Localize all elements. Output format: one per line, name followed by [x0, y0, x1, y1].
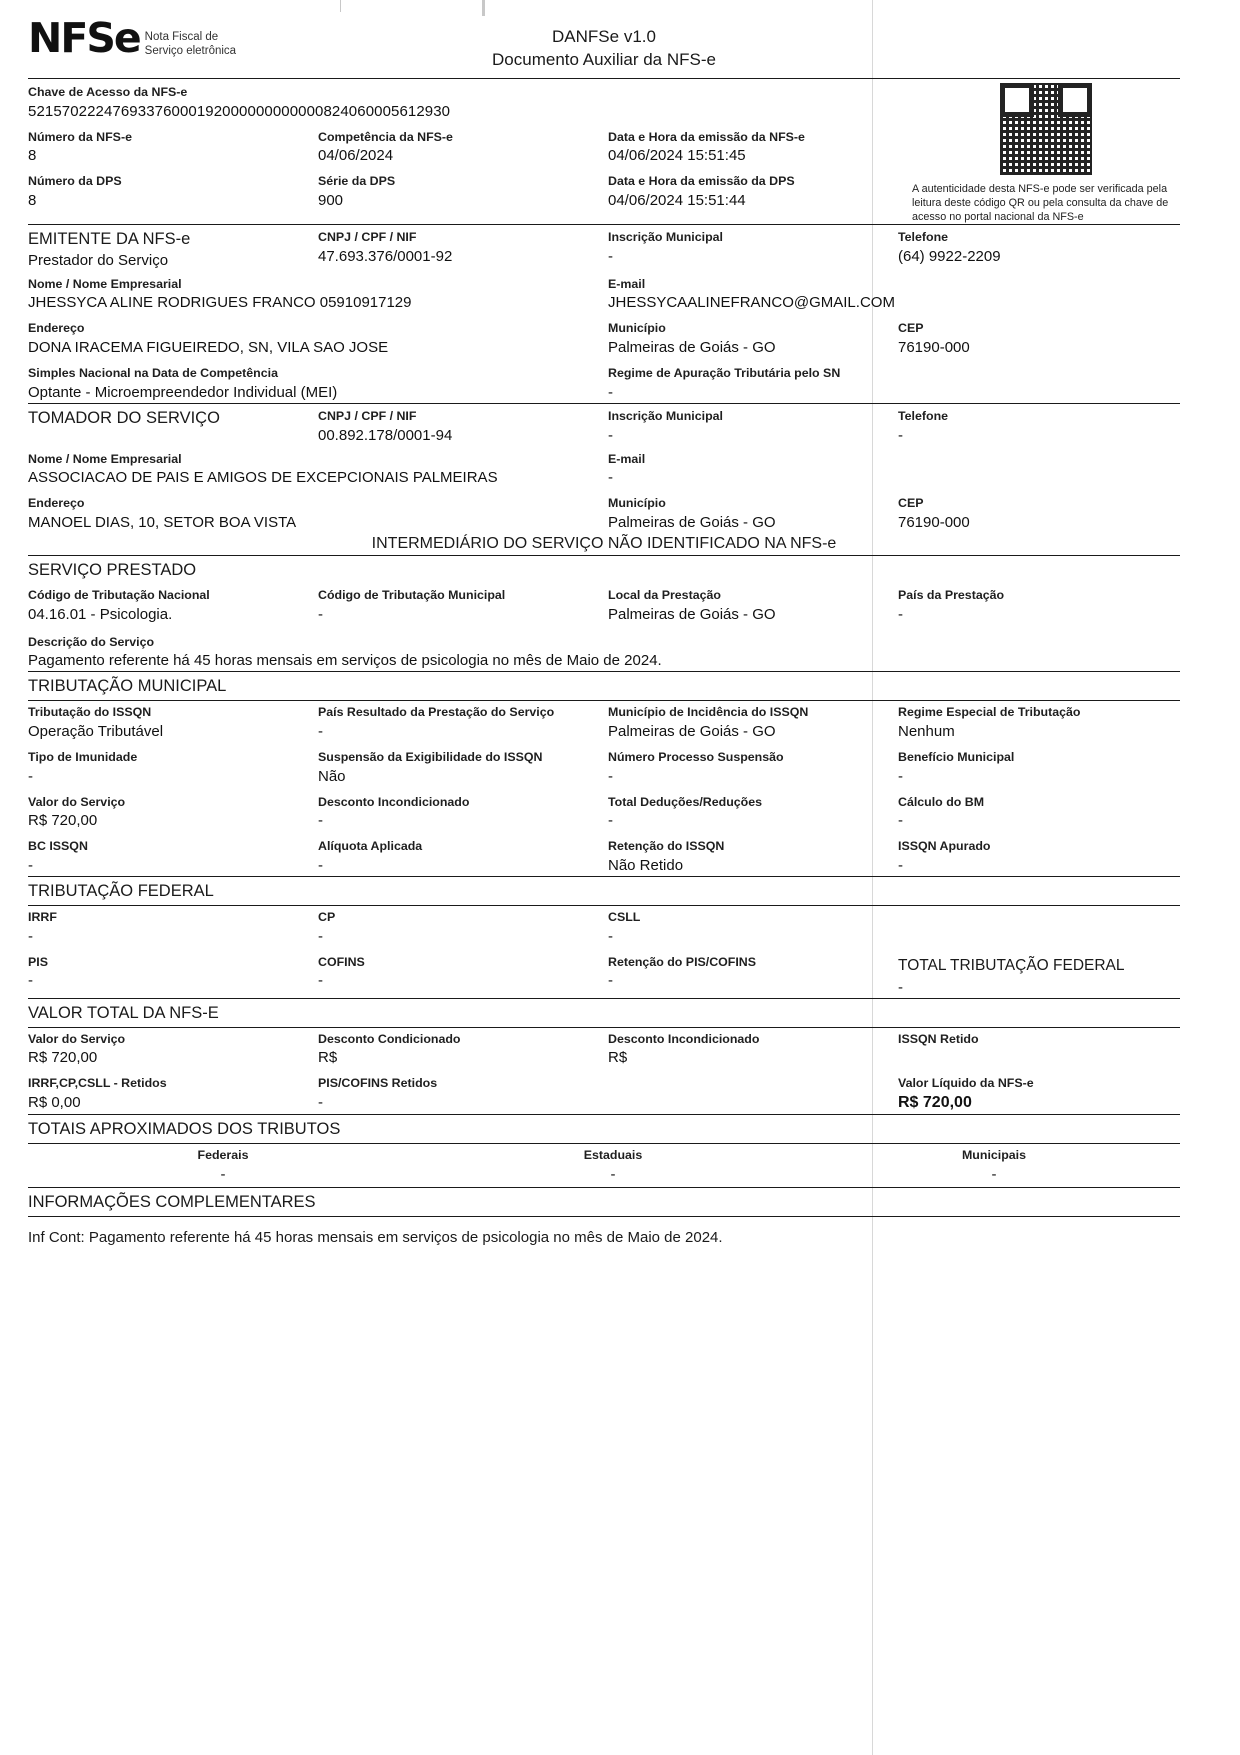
retencao-issqn-label: Retenção do ISSQN: [608, 839, 725, 854]
regime-especial-value: Nenhum: [898, 722, 955, 740]
field-tomador-telefone: [898, 404, 1180, 446]
competencia-label: Competência da NFS-e: [318, 129, 453, 144]
field-beneficio-municipal: [898, 749, 1180, 787]
tributacao-federal-title: TRIBUTAÇÃO FEDERAL: [28, 882, 214, 901]
cp-value: -: [318, 927, 323, 945]
field-aliquota-aplicada: [318, 838, 608, 876]
emitente-endereco-label: Endereço: [28, 321, 85, 336]
field-regime-especial: [898, 704, 1180, 742]
field-valor-liquido: [898, 1075, 1180, 1114]
desconto-incondicionado-mun-value: -: [318, 812, 323, 830]
tomador-header-row: [28, 404, 1180, 446]
tributos-federais-label: Federais: [197, 1148, 249, 1163]
totais-tributos-section: [28, 1115, 1180, 1186]
codigo-municipal-label: Código de Tributação Municipal: [318, 587, 506, 602]
emitente-municipio-label: Município: [608, 321, 666, 336]
informacoes-complementares-text: Inf Cont: Pagamento referente há 45 horas mensais em serviços de psicologia no mês de Maio de 2024.: [28, 1228, 723, 1246]
servico-codigos-row: [28, 587, 1180, 632]
field-emitente-nome: [28, 276, 608, 314]
emissao-dps-label: Data e Hora da emissão da DPS: [608, 174, 795, 189]
tomador-email-label: E-mail: [608, 451, 646, 466]
descricao-servico-label: Descrição do Serviço: [28, 634, 155, 649]
field-emitente-endereco: [28, 320, 608, 358]
irrf-cp-csll-retidos-label: IRRF,CP,CSLL - Retidos: [28, 1076, 167, 1091]
trib-mun-row-3: [28, 794, 1180, 839]
access-key-value: 52157022247693376000192000000000000824060005612930: [28, 102, 451, 120]
cofins-value: -: [318, 972, 323, 990]
field-tomador-cep: [898, 495, 1180, 533]
desconto-condicionado-value: R$: [318, 1049, 338, 1067]
tomador-section: [28, 404, 1180, 533]
field-tomador-endereco: [28, 495, 608, 533]
field-emitente-telefone: [898, 225, 1180, 271]
servico-prestado-section: [28, 556, 1180, 671]
pis-label: PIS: [28, 954, 48, 969]
pais-resultado-value: -: [318, 722, 323, 740]
field-emissao-dps: [608, 173, 898, 211]
tributos-municipais-value: -: [991, 1165, 997, 1183]
field-issqn-apurado: [898, 838, 1180, 876]
field-cofins: [318, 954, 608, 998]
document-header: [28, 14, 1180, 78]
top-info-left: [28, 79, 894, 224]
nfse-logo-text: NFSe: [28, 14, 140, 62]
emissao-nfse-label: Data e Hora da emissão da NFS-e: [608, 129, 805, 144]
pis-cofins-retidos-label: PIS/COFINS Retidos: [318, 1076, 438, 1091]
tomador-endereco-row: [28, 495, 1180, 533]
nfse-number-row: [28, 129, 894, 174]
emitente-endereco-row: [28, 320, 1180, 365]
servico-section-title: SERVIÇO PRESTADO: [28, 561, 197, 580]
csll-label: CSLL: [608, 909, 641, 924]
field-pais-prestacao: [898, 587, 1180, 625]
field-total-tributacao-federal: [898, 954, 1180, 998]
totais-tributos-title: TOTAIS APROXIMADOS DOS TRIBUTOS: [28, 1120, 341, 1139]
field-issqn-retido: [898, 1031, 1180, 1069]
emissao-nfse-value: 04/06/2024 15:51:45: [608, 147, 746, 165]
field-tributos-federais: [28, 1147, 418, 1185]
field-tomador-nome: [28, 451, 608, 489]
dps-number-value: 8: [28, 192, 37, 210]
emitente-simples-label: Simples Nacional na Data de Competência: [28, 366, 278, 381]
field-tributacao-issqn: [28, 704, 318, 742]
valor-total-section: [28, 999, 1180, 1115]
document-body: [28, 14, 1180, 1246]
field-codigo-nacional: [28, 587, 318, 625]
trib-fed-row-2: [28, 954, 1180, 998]
dps-number-row: [28, 173, 894, 211]
codigo-municipal-value: -: [318, 605, 323, 623]
field-emitente-im: [608, 225, 898, 271]
field-calculo-bm: [898, 794, 1180, 832]
access-key-label: Chave de Acesso da NFS-e: [28, 84, 188, 99]
field-valor-servico-total: [28, 1031, 318, 1069]
field-emitente-email: [608, 276, 1180, 314]
tributacao-federal-section: [28, 877, 1180, 998]
tipo-imunidade-value: -: [28, 767, 33, 785]
emitente-regime-label: Regime de Apuração Tributária pelo SN: [608, 366, 841, 381]
desconto-incondicionado-total-value: R$: [608, 1049, 628, 1067]
retencao-issqn-value: Não Retido: [608, 857, 684, 875]
tomador-endereco-label: Endereço: [28, 496, 85, 511]
issqn-retido-label: ISSQN Retido: [898, 1031, 979, 1046]
informacoes-complementares-section: [28, 1188, 1180, 1246]
emitente-im-label: Inscrição Municipal: [608, 229, 723, 244]
field-nfse-number: [28, 129, 318, 167]
emitente-title-block: [28, 225, 318, 271]
tomador-email-value: -: [608, 469, 613, 487]
field-total-deducoes: [608, 794, 898, 832]
field-descricao-servico: [28, 632, 1180, 672]
calculo-bm-value: -: [898, 812, 903, 830]
tributacao-issqn-value: Operação Tributável: [28, 722, 164, 740]
csll-value: -: [608, 927, 613, 945]
issqn-apurado-label: ISSQN Apurado: [898, 839, 991, 854]
field-municipio-incidencia: [608, 704, 898, 742]
irrf-label: IRRF: [28, 909, 57, 924]
nfse-number-value: 8: [28, 147, 37, 165]
trib-mun-row-4: [28, 838, 1180, 876]
calculo-bm-label: Cálculo do BM: [898, 794, 985, 809]
field-tomador-municipio: [608, 495, 898, 533]
valor-total-row-2: [28, 1075, 1180, 1114]
pais-resultado-label: País Resultado da Prestação do Serviço: [318, 705, 555, 720]
field-tributos-municipais: [808, 1147, 1180, 1185]
field-emitente-cnpj: [318, 225, 608, 271]
field-pais-resultado: [318, 704, 608, 742]
tomador-endereco-value: MANOEL DIAS, 10, SETOR BOA VISTA: [28, 514, 297, 532]
field-federal-spacer: [898, 909, 1180, 947]
qr-code-note: A autenticidade desta NFS-e pode ser verificada pela leitura deste código QR ou pela consulta da chave de acesso no portal nacional da NFS-e: [912, 182, 1169, 223]
valor-liquido-label: Valor Líquido da NFS-e: [898, 1076, 1034, 1091]
emitente-simples-value: Optante - Microempreendedor Individual (MEI): [28, 383, 338, 401]
tomador-nome-row: [28, 451, 1180, 496]
suspensao-exigibilidade-label: Suspensão da Exigibilidade do ISSQN: [318, 749, 543, 764]
emitente-im-value: -: [608, 247, 613, 265]
pis-cofins-retidos-value: -: [318, 1093, 323, 1111]
issqn-apurado-value: -: [898, 857, 903, 875]
desconto-incondicionado-mun-label: Desconto Incondicionado: [318, 794, 470, 809]
processo-suspensao-value: -: [608, 767, 613, 785]
valor-servico-mun-label: Valor do Serviço: [28, 794, 126, 809]
qr-code-icon: [1000, 83, 1092, 175]
tomador-title-block: [28, 404, 318, 446]
field-retencao-issqn: [608, 838, 898, 876]
tomador-nome-value: ASSOCIACAO DE PAIS E AMIGOS DE EXCEPCIONAIS PALMEIRAS: [28, 469, 498, 487]
tomador-telefone-label: Telefone: [898, 408, 949, 423]
tomador-municipio-value: Palmeiras de Goiás - GO: [608, 514, 776, 532]
emitente-telefone-label: Telefone: [898, 229, 949, 244]
emitente-municipio-value: Palmeiras de Goiás - GO: [608, 339, 776, 357]
tipo-imunidade-label: Tipo de Imunidade: [28, 749, 138, 764]
total-deducoes-value: -: [608, 812, 613, 830]
field-desconto-incondicionado-total: [608, 1031, 898, 1069]
tomador-im-label: Inscrição Municipal: [608, 408, 723, 423]
scan-artifact-tick: [482, 0, 485, 16]
intermediario-banner: INTERMEDIÁRIO DO SERVIÇO NÃO IDENTIFICADO NA NFS-e: [371, 535, 837, 553]
field-tributos-estaduais: [418, 1147, 808, 1185]
emitente-email-label: E-mail: [608, 276, 646, 291]
tomador-cnpj-label: CNPJ / CPF / NIF: [318, 408, 417, 423]
field-emitente-simples: [28, 365, 608, 403]
informacoes-complementares-title: INFORMAÇÕES COMPLEMENTARES: [28, 1192, 316, 1211]
aliquota-aplicada-label: Alíquota Aplicada: [318, 839, 423, 854]
retencao-pis-cofins-label: Retenção do PIS/COFINS: [608, 954, 757, 969]
tomador-municipio-label: Município: [608, 496, 666, 511]
emitente-cep-label: CEP: [898, 321, 924, 336]
field-tomador-im: [608, 404, 898, 446]
tributos-federais-value: -: [220, 1165, 226, 1183]
bc-issqn-value: -: [28, 857, 33, 875]
tributacao-municipal-section: [28, 672, 1180, 876]
document-title: [278, 18, 930, 72]
beneficio-municipal-value: -: [898, 767, 903, 785]
field-cp: [318, 909, 608, 947]
field-tipo-imunidade: [28, 749, 318, 787]
local-prestacao-label: Local da Prestação: [608, 587, 721, 602]
emitente-cnpj-value: 47.693.376/0001-92: [318, 247, 453, 265]
valor-servico-mun-value: R$ 720,00: [28, 812, 98, 830]
field-tomador-email: [608, 451, 1180, 489]
field-emitente-regime: [608, 365, 1180, 403]
field-valor-servico-mun: [28, 794, 318, 832]
nfse-number-label: Número da NFS-e: [28, 129, 132, 144]
field-suspensao-exigibilidade: [318, 749, 608, 787]
emitente-telefone-value: (64) 9922-2209: [898, 247, 1001, 265]
regime-especial-label: Regime Especial de Tributação: [898, 705, 1081, 720]
emissao-dps-value: 04/06/2024 15:51:44: [608, 192, 746, 210]
total-tributacao-federal-value: -: [898, 978, 903, 996]
emitente-cnpj-label: CNPJ / CPF / NIF: [318, 229, 417, 244]
field-processo-suspensao: [608, 749, 898, 787]
field-codigo-municipal: [318, 587, 608, 625]
total-tributacao-federal-label: TOTAL TRIBUTAÇÃO FEDERAL: [898, 956, 1125, 974]
municipio-incidencia-value: Palmeiras de Goiás - GO: [608, 722, 776, 740]
pais-prestacao-value: -: [898, 605, 903, 623]
emitente-section: [28, 225, 1180, 403]
emitente-section-title: EMITENTE DA NFS-e: [28, 229, 191, 248]
field-pis-cofins-retidos: [318, 1075, 608, 1114]
field-desconto-condicionado: [318, 1031, 608, 1069]
cp-label: CP: [318, 909, 336, 924]
field-emitente-municipio: [608, 320, 898, 358]
scan-artifact-tick: [340, 0, 341, 12]
valor-total-spacer: [608, 1075, 898, 1114]
totais-tributos-row: [28, 1144, 1180, 1187]
tributacao-municipal-title: TRIBUTAÇÃO MUNICIPAL: [28, 677, 227, 696]
field-emissao-nfse: [608, 129, 898, 167]
cofins-label: COFINS: [318, 954, 365, 969]
bc-issqn-label: BC ISSQN: [28, 839, 88, 854]
field-irrf: [28, 909, 318, 947]
field-emitente-cep: [898, 320, 1180, 358]
tomador-nome-label: Nome / Nome Empresarial: [28, 451, 182, 466]
field-csll: [608, 909, 898, 947]
field-bc-issqn: [28, 838, 318, 876]
emitente-regime-value: -: [608, 383, 613, 401]
nfse-logo-subtitle: [145, 30, 236, 59]
logo-sub-line2: Serviço eletrônica: [144, 45, 237, 58]
field-local-prestacao: [608, 587, 898, 625]
field-irrf-cp-csll-retidos: [28, 1075, 318, 1114]
valor-liquido-value: R$ 720,00: [898, 1093, 972, 1111]
aliquota-aplicada-value: -: [318, 857, 323, 875]
field-pis: [28, 954, 318, 998]
tomador-section-title: TOMADOR DO SERVIÇO: [28, 408, 220, 427]
tributacao-issqn-label: Tributação do ISSQN: [28, 705, 152, 720]
suspensao-exigibilidade-value: Não: [318, 767, 346, 785]
tributos-municipais-label: Municipais: [961, 1148, 1027, 1163]
irrf-cp-csll-retidos-value: R$ 0,00: [28, 1093, 81, 1111]
total-deducoes-label: Total Deduções/Reduções: [608, 794, 762, 809]
dps-number-label: Número da DPS: [28, 174, 122, 189]
field-retencao-pis-cofins: [608, 954, 898, 998]
valor-servico-total-label: Valor do Serviço: [28, 1031, 126, 1046]
field-competencia: [318, 129, 608, 167]
logo-sub-line1: Nota Fiscal de: [144, 31, 219, 43]
beneficio-municipal-label: Benefício Municipal: [898, 749, 1015, 764]
trib-mun-row-1: [28, 704, 1180, 749]
pis-value: -: [28, 972, 33, 990]
top-info-section: [28, 79, 1180, 224]
local-prestacao-value: Palmeiras de Goiás - GO: [608, 605, 776, 623]
tomador-cep-value: 76190-000: [898, 514, 970, 532]
dps-serie-label: Série da DPS: [318, 174, 396, 189]
title-line-2: Documento Auxiliar da NFS-e: [492, 49, 716, 69]
tomador-cnpj-value: 00.892.178/0001-94: [318, 426, 453, 444]
irrf-value: -: [28, 927, 33, 945]
field-dps-serie: [318, 173, 608, 211]
codigo-nacional-value: 04.16.01 - Psicologia.: [28, 605, 173, 623]
desconto-condicionado-label: Desconto Condicionado: [318, 1031, 461, 1046]
valor-servico-total-value: R$ 720,00: [28, 1049, 98, 1067]
dps-serie-value: 900: [318, 192, 344, 210]
tomador-cep-label: CEP: [898, 496, 924, 511]
trib-mun-row-2: [28, 749, 1180, 794]
codigo-nacional-label: Código de Tributação Nacional: [28, 587, 210, 602]
emitente-role-value: Prestador do Serviço: [28, 251, 169, 269]
access-key-block: [28, 84, 894, 129]
tributos-estaduais-label: Estaduais: [583, 1148, 643, 1163]
tomador-telefone-value: -: [898, 426, 903, 444]
trib-fed-row-1: [28, 909, 1180, 954]
tributos-estaduais-value: -: [610, 1165, 616, 1183]
field-dps-number: [28, 173, 318, 211]
processo-suspensao-label: Número Processo Suspensão: [608, 749, 784, 764]
top-info-right: [894, 79, 1180, 224]
title-line-1: DANFSe v1.0: [552, 27, 656, 46]
emitente-cep-value: 76190-000: [898, 339, 970, 357]
desconto-incondicionado-total-label: Desconto Incondicionado: [608, 1031, 760, 1046]
emitente-header-row: [28, 225, 1180, 271]
retencao-pis-cofins-value: -: [608, 972, 613, 990]
emitente-simples-row: [28, 365, 1180, 403]
nfse-logo: [28, 14, 278, 62]
municipio-incidencia-label: Município de Incidência do ISSQN: [608, 705, 809, 720]
emitente-email-value: JHESSYCAALINEFRANCO@GMAIL.COM: [608, 294, 895, 312]
field-desconto-incondicionado-mun: [318, 794, 608, 832]
tomador-im-value: -: [608, 426, 613, 444]
emitente-endereco-value: DONA IRACEMA FIGUEIREDO, SN, VILA SAO JOSE: [28, 339, 389, 357]
valor-total-title: VALOR TOTAL DA NFS-E: [28, 1003, 219, 1022]
field-tomador-cnpj: [318, 404, 608, 446]
emitente-nome-row: [28, 276, 1180, 321]
descricao-servico-value: Pagamento referente há 45 horas mensais em serviços de psicologia no mês de Maio de 2024.: [28, 652, 662, 670]
emitente-nome-value: JHESSYCA ALINE RODRIGUES FRANCO 05910917129: [28, 294, 412, 312]
pais-prestacao-label: País da Prestação: [898, 587, 1005, 602]
competencia-value: 04/06/2024: [318, 147, 394, 165]
emitente-nome-label: Nome / Nome Empresarial: [28, 276, 182, 291]
valor-total-row-1: [28, 1031, 1180, 1076]
